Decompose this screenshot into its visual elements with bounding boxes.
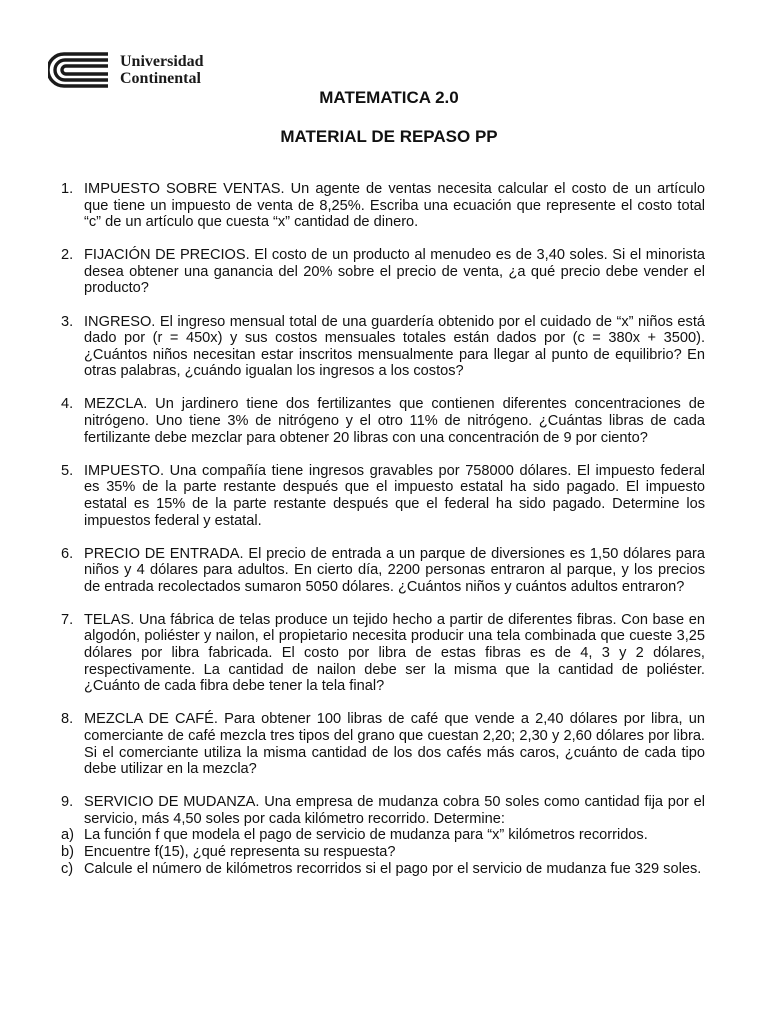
problem-item	[61, 546, 705, 596]
page-title: MATEMATICA 2.0	[319, 88, 459, 107]
problem-number: 9.	[61, 794, 74, 811]
problem-text: FIJACIÓN DE PRECIOS. El costo de un producto al menudeo es de 3,40 soles. Si el minorista desea obtener una ganancia del 20% sobre el precio de venta, ¿a qué precio debe vender el producto?	[84, 247, 705, 297]
logo-wordmark	[120, 53, 204, 87]
problem-number: 2.	[61, 247, 74, 264]
sub-question	[61, 827, 705, 844]
problem-number: 1.	[61, 181, 74, 197]
logo-line-2: Continental	[120, 70, 201, 87]
sub-question	[61, 861, 705, 878]
problem-list	[61, 181, 705, 894]
problem-number: 4.	[61, 396, 74, 413]
problem-text: INGRESO. El ingreso mensual total de una guardería obtenido por el cuidado de “x” niños está dado por (r = 450x) y sus costos mensuales totales están dados por (c = 380x + 3500). ¿Cuántos niños necesitan estar inscritos mensualmente para llegar al punto de equilibrio? En otras palabras, ¿cuándo igualan los ingresos a los costos?	[84, 313, 705, 380]
problem-number: 7.	[61, 611, 74, 628]
problem-number: 6.	[61, 545, 74, 562]
problem-number: 8.	[61, 711, 74, 728]
continental-logo-icon	[48, 52, 110, 88]
problem-item	[61, 247, 705, 297]
sub-question-text: La función f que modela el pago de servicio de mudanza para “x” kilómetros recorridos.	[84, 827, 648, 844]
problem-text: IMPUESTO SOBRE VENTAS. Un agente de ventas necesita calcular el costo de un artículo que tiene un impuesto de venta de 8,25%. Escriba una ecuación que represente el costo total “c” de un artículo que cuesta “x” cantidad de dinero.	[84, 181, 705, 231]
problem-item	[61, 463, 705, 529]
problem-number: 5.	[61, 462, 74, 479]
problem-text: IMPUESTO. Una compañía tiene ingresos gravables por 758000 dólares. El impuesto federal es 35% de la parte restante después que el impuesto estatal ha sido pagado. El impuesto estatal es 15% de la parte restante después que el federal ha sido pagado. Determine los impuestos federal y estatal.	[84, 462, 705, 529]
problem-text: MEZCLA DE CAFÉ. Para obtener 100 libras de café que vende a 2,40 dólares por libra, un comerciante de café mezcla tres tipos del grano que cuestan 2,20; 2,30 y 2,60 dólares por libra. Si el comerciante utiliza la misma cantidad de los dos cafés más caros, ¿cuánto de cada tipo debe utilizar en la mezcla?	[84, 711, 705, 778]
sub-question-text: Encuentre f(15), ¿qué representa su respuesta?	[84, 844, 396, 860]
sub-question	[61, 844, 705, 861]
problem-number: 3.	[61, 313, 74, 330]
problem-item	[61, 314, 705, 380]
problem-text: MEZCLA. Un jardinero tiene dos fertilizantes que contienen diferentes concentraciones de nitrógeno. Uno tiene 3% de nitrógeno y el otro 11% de nitrógeno. ¿Cuántas libras de cada fertilizante debe mezclar para obtener 20 libras con una concentración de 9 por ciento?	[84, 396, 705, 446]
problem-text: SERVICIO DE MUDANZA. Una empresa de mudanza cobra 50 soles como cantidad fija por el servicio, más 4,50 soles por cada kilómetro recorrido. Determine:	[84, 794, 705, 827]
sub-question-letter: c)	[61, 860, 74, 877]
sub-question-letter: b)	[61, 844, 74, 860]
problem-item	[61, 711, 705, 777]
sub-question-text: Calcule el número de kilómetros recorridos si el pago por el servicio de mudanza fue 329 soles.	[84, 860, 702, 877]
problem-item	[61, 794, 705, 877]
problem-item	[61, 396, 705, 446]
problem-item	[61, 181, 705, 231]
sub-question-letter: a)	[61, 827, 74, 844]
sub-question-list	[61, 827, 705, 877]
problem-text: PRECIO DE ENTRADA. El precio de entrada a un parque de diversiones es 1,50 dólares para niños y 4 dólares para adultos. En cierto día, 2200 personas entraron al parque, y los precios de entrada recolectados sumaron 5050 dólares. ¿Cuántos niños y cuántos adultos entraron?	[84, 545, 705, 595]
problem-text: TELAS. Una fábrica de telas produce un tejido hecho a partir de diferentes fibras. Con base en algodón, poliéster y nailon, el propietario necesita producir una tela combinada que cueste 3,25 dólares por libra fabricada. El costo por libra de estas fibras es de 4, 3 y 2 dólares, respectivamente. La cantidad de nailon debe ser la misma que la cantidad de poliéster. ¿Cuánto de cada fibra debe tener la tela final?	[84, 611, 705, 695]
logo-line-1: Universidad	[120, 53, 204, 70]
problem-item	[61, 612, 705, 695]
page-subtitle: MATERIAL DE REPASO PP	[280, 127, 498, 146]
university-logo	[48, 52, 204, 88]
